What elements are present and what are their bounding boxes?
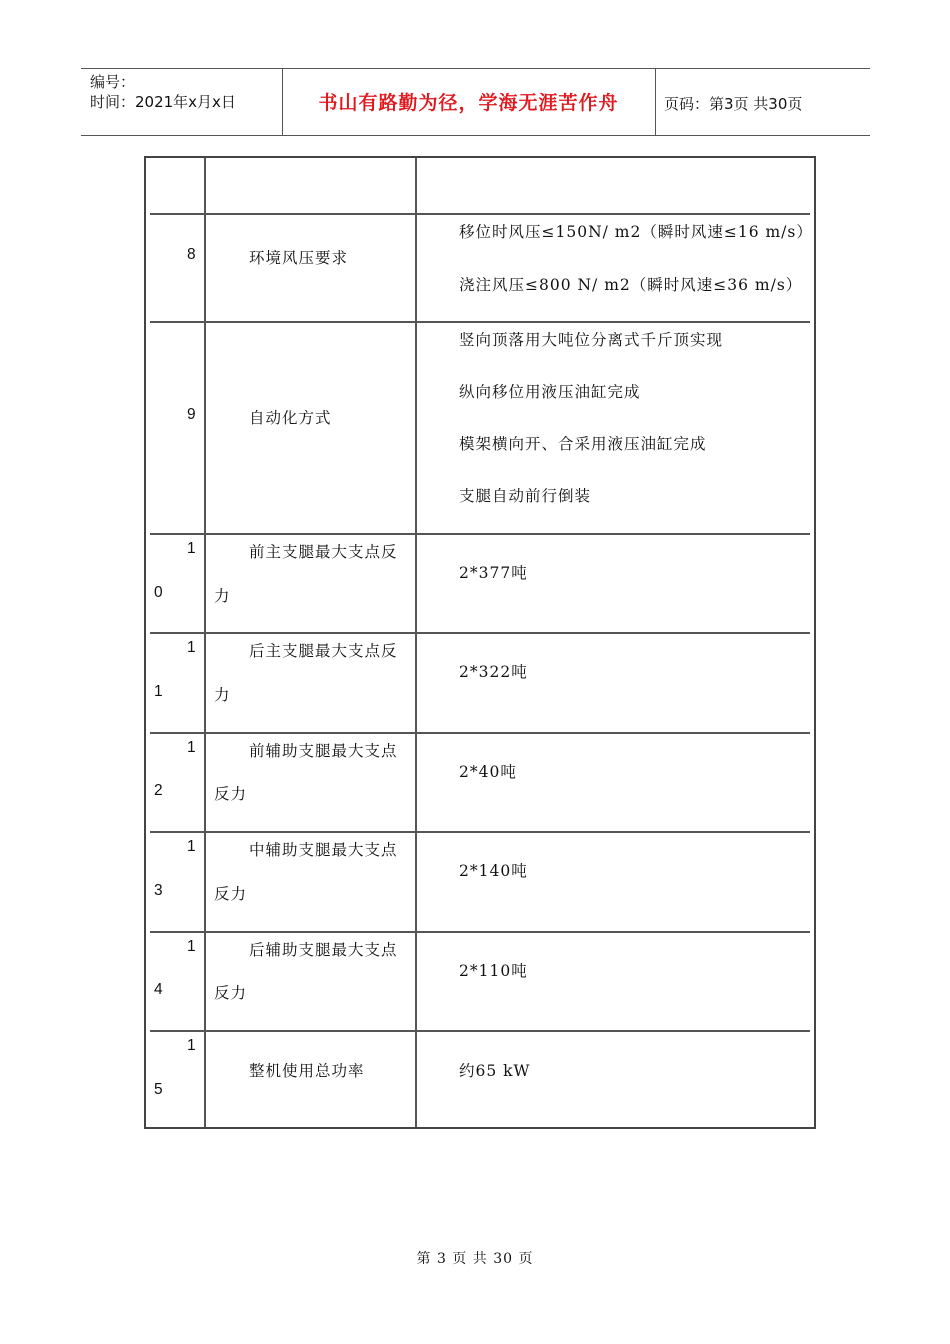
row-item-name: 前辅助支腿最大支点 bbox=[249, 742, 398, 760]
row-number: 1 bbox=[187, 739, 196, 756]
doc-time-label: 时间：2021年x月x日 bbox=[90, 93, 236, 111]
header-divider bbox=[655, 68, 656, 135]
row-separator bbox=[150, 931, 810, 933]
row-value: 模架横向开、合采用液压油缸完成 bbox=[459, 435, 707, 453]
row-number: 1 bbox=[187, 639, 196, 656]
row-value: 支腿自动前行倒装 bbox=[459, 487, 592, 505]
row-item-name: 后辅助支腿最大支点 bbox=[249, 941, 398, 959]
row-number: 2 bbox=[154, 782, 163, 799]
row-number: 9 bbox=[187, 406, 196, 423]
spec-table bbox=[144, 156, 816, 1129]
row-item-name: 环境风压要求 bbox=[249, 249, 349, 267]
row-separator bbox=[150, 831, 810, 833]
row-item-name: 力 bbox=[214, 686, 231, 704]
header-page-info: 页码：第3页 共30页 bbox=[664, 95, 803, 113]
row-item-name: 反力 bbox=[214, 984, 248, 1002]
row-number: 1 bbox=[187, 1037, 196, 1054]
row-value: 竖向顶落用大吨位分离式千斤顶实现 bbox=[459, 331, 724, 349]
row-value: 2*140吨 bbox=[459, 862, 528, 880]
row-number: 1 bbox=[154, 683, 163, 700]
row-number: 8 bbox=[187, 246, 196, 263]
row-value: 2*110吨 bbox=[459, 962, 528, 980]
column-separator bbox=[204, 158, 206, 1127]
header-bottom-rule bbox=[81, 135, 870, 136]
row-item-name: 前主支腿最大支点反 bbox=[249, 543, 398, 561]
row-item-name: 中辅助支腿最大支点 bbox=[249, 841, 398, 859]
column-separator bbox=[415, 158, 417, 1127]
row-value: 纵向移位用液压油缸完成 bbox=[459, 383, 641, 401]
row-value: 约65 kW bbox=[459, 1062, 531, 1080]
row-separator bbox=[150, 321, 810, 323]
row-item-name: 力 bbox=[214, 587, 231, 605]
row-number: 3 bbox=[154, 882, 163, 899]
row-item-name: 反力 bbox=[214, 785, 248, 803]
row-number: 5 bbox=[154, 1081, 163, 1098]
header-motto: 书山有路勤为径，学海无涯苦作舟 bbox=[318, 92, 619, 114]
row-item-name: 自动化方式 bbox=[249, 409, 332, 427]
row-item-name: 反力 bbox=[214, 885, 248, 903]
row-number: 1 bbox=[187, 540, 196, 557]
row-separator bbox=[150, 213, 810, 215]
row-value: 2*322吨 bbox=[459, 663, 528, 681]
page-footer: 第 3 页 共 30 页 bbox=[416, 1251, 534, 1267]
row-item-name: 整机使用总功率 bbox=[249, 1062, 365, 1080]
doc-number-label: 编号： bbox=[90, 73, 136, 91]
row-separator bbox=[150, 632, 810, 634]
row-number: 1 bbox=[187, 838, 196, 855]
row-separator bbox=[150, 533, 810, 535]
row-number: 4 bbox=[154, 981, 163, 998]
row-value: 2*377吨 bbox=[459, 564, 528, 582]
header-meta bbox=[90, 72, 236, 112]
row-value: 2*40吨 bbox=[459, 763, 517, 781]
row-value: 移位时风压≤150N/ m2（瞬时风速≤16 m/s） bbox=[459, 223, 813, 241]
row-item-name: 后主支腿最大支点反 bbox=[249, 642, 398, 660]
row-number: 1 bbox=[187, 938, 196, 955]
row-number: 0 bbox=[154, 584, 163, 601]
row-separator bbox=[150, 1030, 810, 1032]
header-top-rule bbox=[81, 68, 870, 69]
row-value: 浇注风压≤800 N/ m2（瞬时风速≤36 m/s） bbox=[459, 276, 803, 294]
row-separator bbox=[150, 732, 810, 734]
